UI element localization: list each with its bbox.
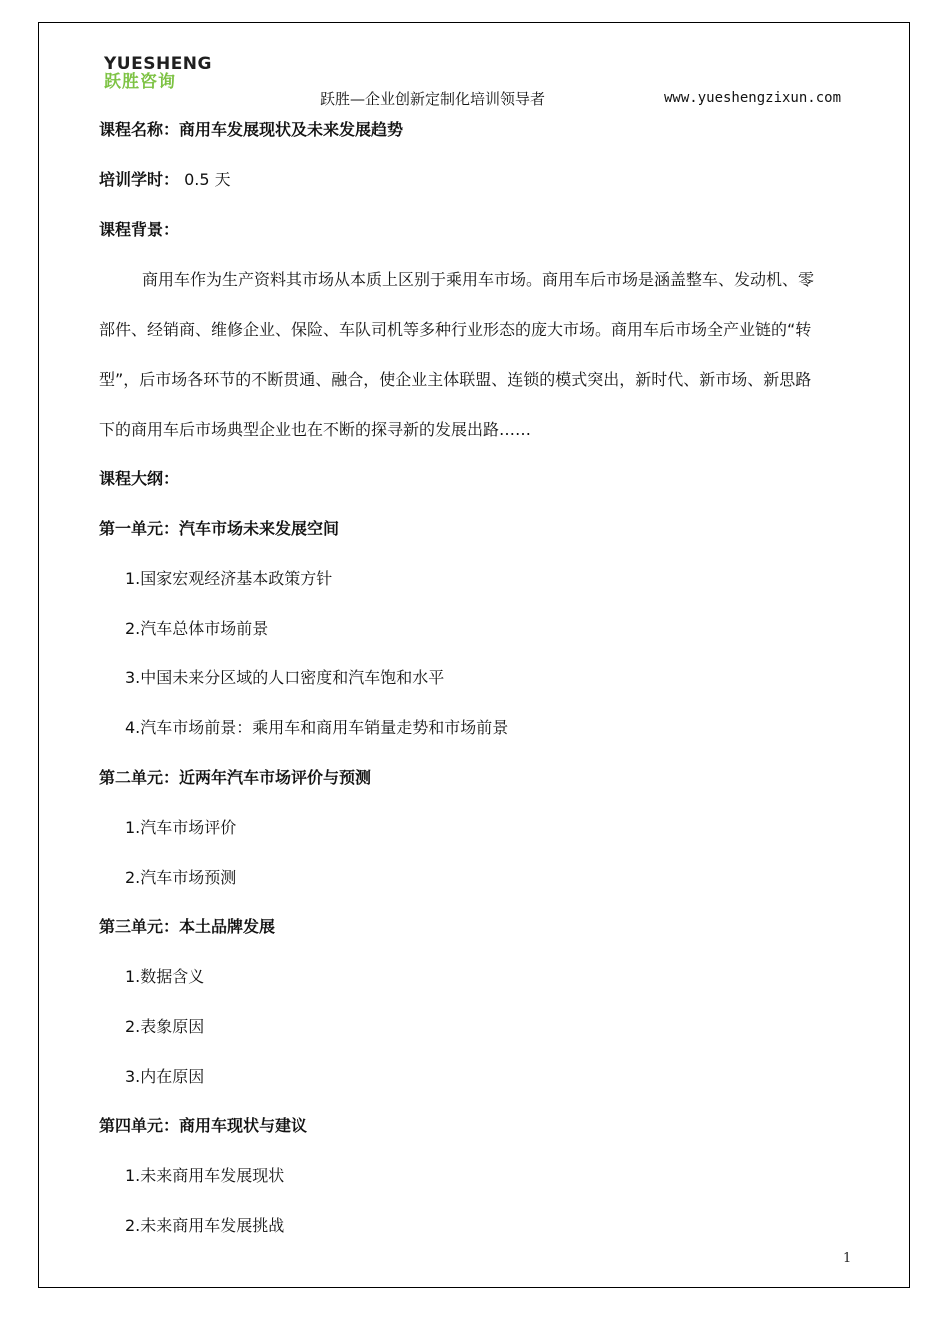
background-line: 部件、经销商、维修企业、保险、车队司机等多种行业形态的庞大市场。商用车后市场全产业链的“转 xyxy=(99,320,812,339)
logo-text-en: YUESHENG xyxy=(104,54,212,74)
unit-1-title: 第一单元：汽车市场未来发展空间 xyxy=(99,519,340,538)
course-name-value: 商用车发展现状及未来发展趋势 xyxy=(179,120,404,139)
background-line: 下的商用车后市场典型企业也在不断的探寻新的发展出路…… xyxy=(99,420,532,439)
header-url: www.yueshengzixun.com xyxy=(664,90,842,106)
course-outline-heading: 课程大纲： xyxy=(99,469,180,488)
unit-3-item: 3.内在原因 xyxy=(125,1067,205,1086)
training-hours-line xyxy=(99,170,231,190)
unit-1-item: 2.汽车总体市场前景 xyxy=(125,619,269,638)
unit-2-title: 第二单元：近两年汽车市场评价与预测 xyxy=(99,768,372,787)
course-name-label: 课程名称： xyxy=(99,120,180,139)
unit-1-item: 4.汽车市场前景：乘用车和商用车销量走势和市场前景 xyxy=(125,718,509,737)
course-background-heading: 课程背景： xyxy=(99,220,180,239)
page-number: 1 xyxy=(843,1251,852,1266)
unit-3-item: 1.数据含义 xyxy=(125,967,205,986)
unit-1-item: 1.国家宏观经济基本政策方针 xyxy=(125,569,333,588)
training-hours-value: 0.5 天 xyxy=(184,170,231,189)
course-name-line xyxy=(99,120,403,140)
unit-1-item: 3.中国未来分区域的人口密度和汽车饱和水平 xyxy=(125,668,445,687)
unit-3-title: 第三单元：本土品牌发展 xyxy=(99,917,276,936)
company-logo xyxy=(104,56,212,91)
header-slogan: 跃胜—企业创新定制化培训领导者 xyxy=(320,90,546,108)
unit-3-item: 2.表象原因 xyxy=(125,1017,205,1036)
page-frame xyxy=(38,22,910,1288)
unit-4-title: 第四单元：商用车现状与建议 xyxy=(99,1116,308,1135)
background-line: 商用车作为生产资料其市场从本质上区别于乘用车市场。商用车后市场是涵盖整车、发动机、零 xyxy=(142,270,815,289)
unit-4-item: 2.未来商用车发展挑战 xyxy=(125,1216,285,1235)
unit-4-item: 1.未来商用车发展现状 xyxy=(125,1166,285,1185)
logo-text-cn: 跃胜咨询 xyxy=(104,72,176,92)
background-line: 型”，后市场各环节的不断贯通、融合，使企业主体联盟、连锁的模式突出，新时代、新市场、新思路 xyxy=(99,370,812,389)
unit-2-item: 2.汽车市场预测 xyxy=(125,868,237,887)
unit-2-item: 1.汽车市场评价 xyxy=(125,818,237,837)
training-hours-label: 培训学时： xyxy=(99,170,180,189)
